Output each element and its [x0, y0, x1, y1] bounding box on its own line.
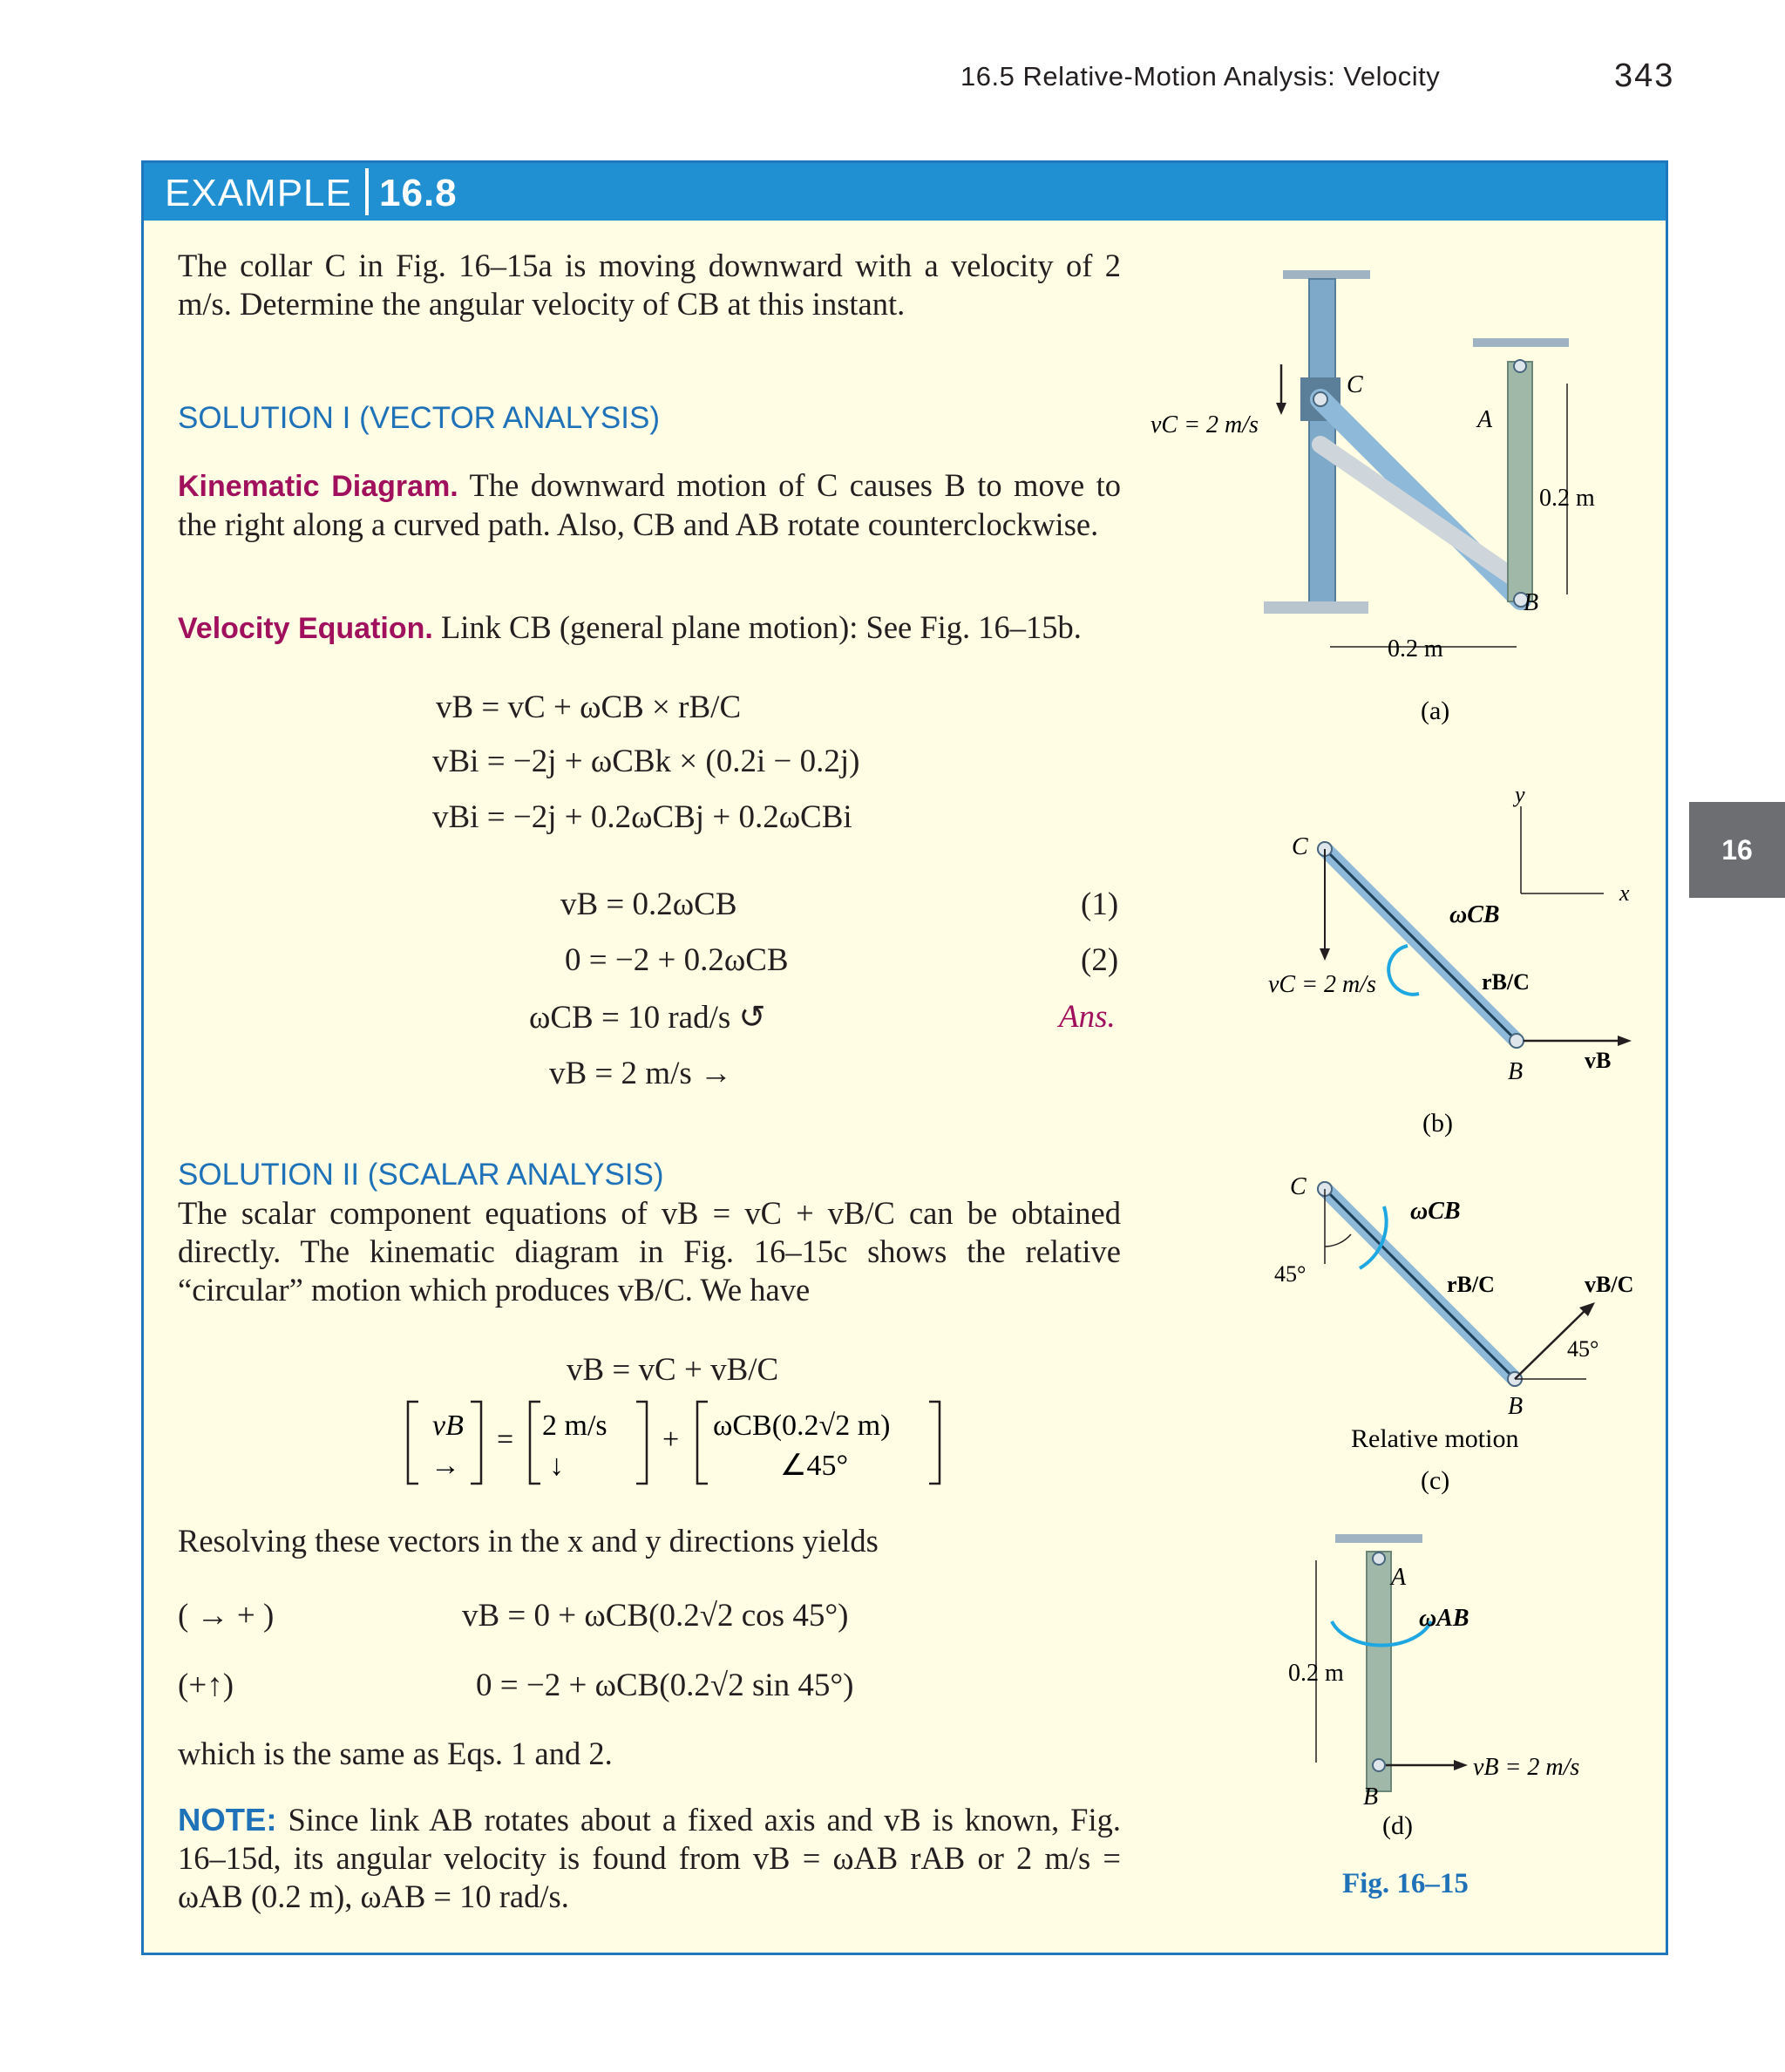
vector-sum-equation: vB = vC + vB/C: [567, 1352, 779, 1388]
fig-b-C: C: [1292, 833, 1308, 860]
component-eq-y: 0 = −2 + ωCB(0.2√2 sin 45°): [476, 1668, 854, 1703]
fig-a-C: C: [1347, 371, 1363, 398]
kinematic-text: The downward motion of C causes B to move to the right along a curved path. Also, CB and AB rotate counterclockwise.: [178, 467, 1121, 542]
matrix-right-top: ωCB(0.2√2 m): [713, 1410, 891, 1442]
page-number: 343: [1614, 58, 1675, 94]
vector-equation-1: vB = vC + ωCB × rB/C: [436, 690, 742, 725]
fig-c-angle1: 45°: [1274, 1261, 1307, 1287]
fig-a-A: A: [1477, 406, 1493, 433]
resolving-text: Resolving these vectors in the x and y directions yields: [178, 1523, 879, 1559]
figure-b: [1238, 767, 1673, 1151]
component-sign-y: (+↑): [178, 1668, 234, 1703]
fig-b-x: x: [1619, 880, 1630, 906]
fig-b-omega: ωCB: [1449, 901, 1500, 928]
note-text: Since link AB rotates about a fixed axis and vB is known, Fig. 16–15d, its angular velocity is found from vB = ωAB rAB or 2 m/s = ωAB (0.2 m), ωAB = 10 rad/s.: [178, 1802, 1121, 1914]
fig-c-r: rB/C: [1447, 1272, 1495, 1297]
fig-a-B: B: [1524, 589, 1539, 616]
matrix-left-top: vB: [432, 1410, 464, 1442]
fig-c-v: vB/C: [1585, 1272, 1634, 1297]
matrix-mid-bottom: ↓: [549, 1450, 564, 1482]
result-eq-2: 0 = −2 + 0.2ωCB: [565, 942, 789, 978]
fig-a-vc: vC = 2 m/s: [1150, 411, 1259, 438]
fig-d-B: B: [1363, 1783, 1379, 1810]
solution2-heading: SOLUTION II (SCALAR ANALYSIS): [178, 1158, 664, 1192]
fig-b-y: y: [1515, 782, 1525, 807]
velocity-label: Velocity Equation.: [178, 612, 433, 645]
fig-b-B: B: [1508, 1058, 1524, 1085]
vector-equation-3: vBi = −2j + 0.2ωCBj + 0.2ωCBi: [432, 799, 852, 835]
fig-a-label: (a): [1421, 696, 1450, 725]
matrix-right-bottom: ∠45°: [780, 1450, 849, 1482]
fig-b-r: rB/C: [1482, 969, 1530, 995]
figure-c: [1238, 1159, 1673, 1508]
fig-a-dim-v: 0.2 m: [1539, 485, 1595, 512]
fig-d-label: (d): [1382, 1811, 1413, 1840]
component-sign-x: ( → + ): [178, 1598, 275, 1634]
kinematic-paragraph: [178, 466, 1121, 544]
svg-text:+: +: [662, 1423, 680, 1456]
fig-a-dim-h: 0.2 m: [1388, 635, 1443, 662]
example-label: EXAMPLE: [165, 172, 352, 214]
solution2-text: The scalar component equations of vB = vC + vB/C can be obtained directly. The kinematic diagram in Fig. 16–15c shows the relative “circular” motion which produces vB/C. We have: [178, 1195, 1121, 1308]
result-tag-1: (1): [1081, 887, 1119, 922]
vector-matrix-equation: [401, 1395, 959, 1491]
note-label: NOTE:: [178, 1802, 277, 1838]
matrix-mid-top: 2 m/s: [542, 1410, 607, 1442]
fig-d-omega: ωAB: [1419, 1605, 1469, 1632]
svg-text:=: =: [497, 1423, 514, 1456]
figure-a: [1133, 253, 1621, 741]
fig-c-omega: ωCB: [1410, 1198, 1461, 1225]
figure-d: [1255, 1525, 1656, 1848]
example-number: 16.8: [379, 172, 458, 214]
fig-d-A: A: [1391, 1564, 1407, 1591]
fig-d-dim: 0.2 m: [1288, 1660, 1344, 1687]
fig-c-B: B: [1508, 1393, 1524, 1420]
vector-equation-2: vBi = −2j + ωCBk × (0.2i − 0.2j): [432, 744, 860, 779]
velocity-paragraph: [178, 608, 1121, 648]
fig-c-C: C: [1290, 1173, 1307, 1200]
note-paragraph: [178, 1801, 1121, 1916]
fig-b-vc: vC = 2 m/s: [1268, 971, 1376, 998]
problem-statement: The collar C in Fig. 16–15a is moving downward with a velocity of 2 m/s. Determine the angular velocity of CB at this instant.: [178, 248, 1121, 322]
fig-b-label: (b): [1422, 1109, 1453, 1138]
fig-c-angle2: 45°: [1567, 1336, 1599, 1362]
result-eq-1: vB = 0.2ωCB: [560, 887, 737, 922]
kinematic-label: Kinematic Diagram.: [178, 470, 458, 503]
solution1-heading: SOLUTION I (VECTOR ANALYSIS): [178, 401, 660, 435]
component-eq-x: vB = 0 + ωCB(0.2√2 cos 45°): [462, 1598, 849, 1634]
fig-c-label: (c): [1421, 1466, 1450, 1495]
velocity-text: Link CB (general plane motion): See Fig. 16–15b.: [440, 609, 1082, 645]
result-tag-2: (2): [1081, 942, 1119, 978]
answer-tag: Ans.: [1059, 999, 1116, 1035]
fig-d-vb: vB = 2 m/s: [1473, 1754, 1580, 1781]
result-eq-3: ωCB = 10 rad/s ↺: [529, 1000, 766, 1036]
running-head: 16.5 Relative-Motion Analysis: Velocity: [960, 61, 1441, 92]
example-bar: [144, 163, 1666, 221]
same-as-text: which is the same as Eqs. 1 and 2.: [178, 1736, 613, 1771]
fig-c-desc: Relative motion: [1351, 1424, 1519, 1453]
matrix-left-bottom: →: [431, 1450, 460, 1482]
chapter-tab: 16: [1689, 802, 1785, 898]
figure-caption: Fig. 16–15: [1342, 1868, 1469, 1899]
fig-b-vb: vB: [1585, 1048, 1612, 1073]
example-separator: [365, 168, 369, 215]
result-eq-4: vB = 2 m/s →: [549, 1056, 733, 1091]
